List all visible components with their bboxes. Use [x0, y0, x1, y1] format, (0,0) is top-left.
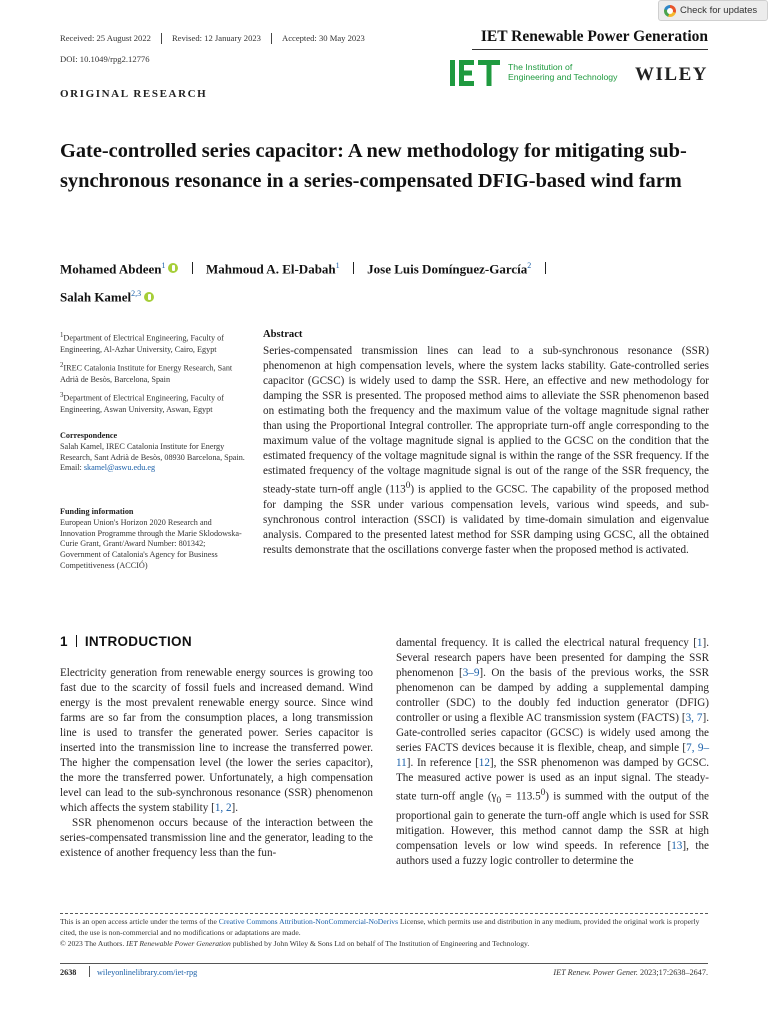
affiliation-3: $^3$Department of Electrical Engineering, Faculty of Engineering, Aswan University, Aswan, Egypt: [60, 392, 224, 414]
abstract-heading: Abstract: [263, 329, 303, 340]
reference-link[interactable]: 7, 9–11: [396, 742, 710, 769]
iet-logo-icon: [450, 58, 502, 86]
iet-logo-text: The Institution of Engineering and Technology: [508, 62, 618, 82]
correspondence-email-line: Email: skamel@aswu.edu.eg: [60, 463, 156, 473]
correspondence: [60, 431, 248, 474]
author-affiliation-mark[interactable]: 1: [335, 261, 340, 270]
wiley-logo: WILEY: [635, 64, 708, 85]
orcid-icon[interactable]: [144, 292, 154, 302]
article-dates: [60, 33, 365, 44]
intro-left-column: [60, 666, 373, 861]
check-for-updates-button[interactable]: [658, 0, 768, 21]
heading-separator: [76, 635, 77, 647]
header-rule: [472, 49, 708, 50]
affiliation-1: $^1$Department of Electrical Engineering, Faculty of Engineering, Al-Azhar University, Cairo, Egypt: [60, 332, 224, 354]
author-separator: [192, 262, 193, 274]
author-separator: [545, 262, 546, 274]
footer-rule: [60, 963, 708, 964]
funding-heading: Funding information: [60, 507, 134, 516]
correspondence-text: Salah Kamel, IREC Catalonia Institute for Energy Research, Sant Adrià de Besòs, 08930 Barcelona, Spain.: [60, 441, 245, 462]
footer-separator: [89, 966, 90, 977]
paragraph: SSR phenomenon occurs because of the interaction between the series-compensated transmission line and the generator, leading to the existence of another frequency less than the fun-: [60, 817, 373, 859]
email-link[interactable]: skamel@aswu.edu.eg: [83, 463, 156, 473]
intro-right-column: [396, 636, 709, 869]
date-separator: [271, 33, 272, 44]
received-date: Received: 25 August 2022: [60, 33, 151, 43]
section-heading-introduction: 1 INTRODUCTION: [60, 634, 192, 649]
article-title: Gate-controlled series capacitor: A new methodology for mitigating sub-synchronous resonance in a series-compensated DFIG-based wind farm: [60, 140, 687, 192]
citation-line: IET Renew. Power Gener. 2023;17:2638–2647.: [553, 968, 708, 977]
reference-link[interactable]: 3–9: [462, 667, 480, 679]
abstract-text: Series-compensated transmission lines can lead to a sub-synchronous resonance (SSR) phenomenon at high compensation levels, where the system lacks stability. Gate-controlled series capacitor (GCSC) is widely used to damp the SSR. Here, an effective and new methodology for damping the SSR is presented. The proposed method aims to alleviate the SSR phenomenon based on estimating both the frequency and the maximum value of the voltage magnitude signal rather than using the Proportional Integral controller. The appropriate turn-off angle corresponding to the maximum value of the voltage magnitude signal is applied to the GCSC on the condition that the estimated frequency of the voltage magnitude signal is within the range of the SSR frequency. If the estimated frequency of the voltage magnitude signal is out of the range of the SSR frequency, the steady-state turn-off angle $(113^0)$ is applied to the GCSC. The capability of the proposed method for damping the SSR under various compensation levels, various wind speeds, and sub-synchronous control interaction (SSCI) is validated by time-domain simulation and eigenvalue analysis. Compared to the presented latest method for SSR damping using GCSC, all the obtained results demonstrate that the oscillations converge faster when the proposed method is activated.: [263, 345, 709, 556]
orcid-icon[interactable]: [168, 263, 178, 273]
reference-link[interactable]: 12: [478, 757, 490, 769]
doi[interactable]: DOI: 10.1049/rpg2.12776: [60, 54, 150, 64]
author-name[interactable]: Jose Luis Domínguez-García: [367, 261, 528, 277]
revised-date: Revised: 12 January 2023: [171, 33, 261, 43]
license-link[interactable]: Creative Commons Attribution-NonCommercial-NoDerivs: [218, 917, 399, 926]
article-type-label: ORIGINAL RESEARCH: [60, 88, 208, 100]
page-number: 2638: [60, 968, 77, 977]
author-name[interactable]: Salah Kamel: [60, 289, 132, 305]
affiliation-2: $^2$IREC Catalonia Institute for Energy Research, Sant Adrià de Besòs, Barcelona, Spain: [60, 362, 233, 384]
license-divider: [60, 913, 708, 914]
funding-text: European Union's Horizon 2020 Research and Innovation Programme through the Marie Sklodowska-Curie Grant, Grant/Award Number: 801342; Government of Catalonia's Agency for Business Competitiveness (ACCIÓ): [60, 517, 242, 570]
author-list: [60, 253, 720, 310]
check-updates-icon: [664, 5, 676, 17]
funding-information: [60, 507, 248, 572]
author-affiliation-mark[interactable]: 2: [527, 261, 532, 270]
reference-link[interactable]: 1, 2: [214, 802, 232, 814]
reference-link[interactable]: 3, 7: [685, 712, 703, 724]
author-name[interactable]: Mahmoud A. El-Dabah: [205, 261, 336, 277]
iet-logo: [450, 58, 617, 86]
reference-link[interactable]: 13: [671, 839, 683, 852]
journal-website-link[interactable]: wileyonlinelibrary.com/iet-rpg: [97, 968, 198, 977]
date-separator: [161, 33, 162, 44]
author-name[interactable]: Mohamed Abdeen: [60, 261, 162, 277]
author-affiliation-mark[interactable]: 1: [161, 261, 166, 270]
paragraph: Electricity generation from renewable energy sources is growing too fast due to the scarcity of fossil fuels and increased demand. Wind energy is the most prevalent renewable energy source. Since wind farms are so far from the consumption places, a long transmission line is used to transfer the generated power. Series capacitor is inserted into the transmission line to increase the transferred power. The higher the compensation level (the lower the series capacitor), the more the transferred power. Unfortunately, a high compensation level can lead to the sub-synchronous resonance (SSR) phenomenon which affects the system stability [1, 2].: [60, 667, 373, 814]
reference-link[interactable]: 1: [696, 637, 703, 649]
author-affiliation-mark[interactable]: 2,3: [131, 289, 142, 299]
correspondence-heading: Correspondence: [60, 431, 118, 440]
author-separator: [353, 262, 354, 274]
accepted-date: Accepted: 30 May 2023: [281, 33, 365, 43]
check-updates-label: Check for updates: [680, 5, 758, 16]
paragraph: damental frequency. It is called the electrical natural frequency [1]. Several research papers have been presented for damping the SSR phenomenon [3–9]. On the basis of the previous works, the SSR phenomenon can be damped by adding a supplemental damping controller (SDC) to the doubly fed induction generator (DFIG) controller or using a flexible AC transmission system (FACTS) [3, 7]. Gate-controlled series capacitor (GCSC) is widely used among the series FACTS devices because it is flexible, cheap, and simple [7, 9–11]. In reference [12], the SSR phenomenon was damped by GCSC. The measured active power is used as an input signal. The steady-state turn-off angle $(\gamma_0 = 113.5^0)$ is summed with the output of the proportional gain to generate the turn-off angle which is used for SSR mitigation. However, this method cannot damp the SSR at high compensation levels or low wind speeds. In reference [13], the authors used a fuzzy logic controller to determine the: [396, 637, 710, 867]
license-notice: This is an open access article under the terms of the Creative Commons Attribution-NonCommercial-NoDerivs License, which permits use and distribution in any medium, provided the original work is properly cited, the use is non-commercial and no modifications or adaptations are made. © 2023 The Authors. IET Renewable Power Generation published by John Wiley & Sons Ltd on behalf of The Institution of Engineering and Technology.: [60, 917, 700, 949]
journal-name: IET Renewable Power Generation: [480, 28, 708, 45]
